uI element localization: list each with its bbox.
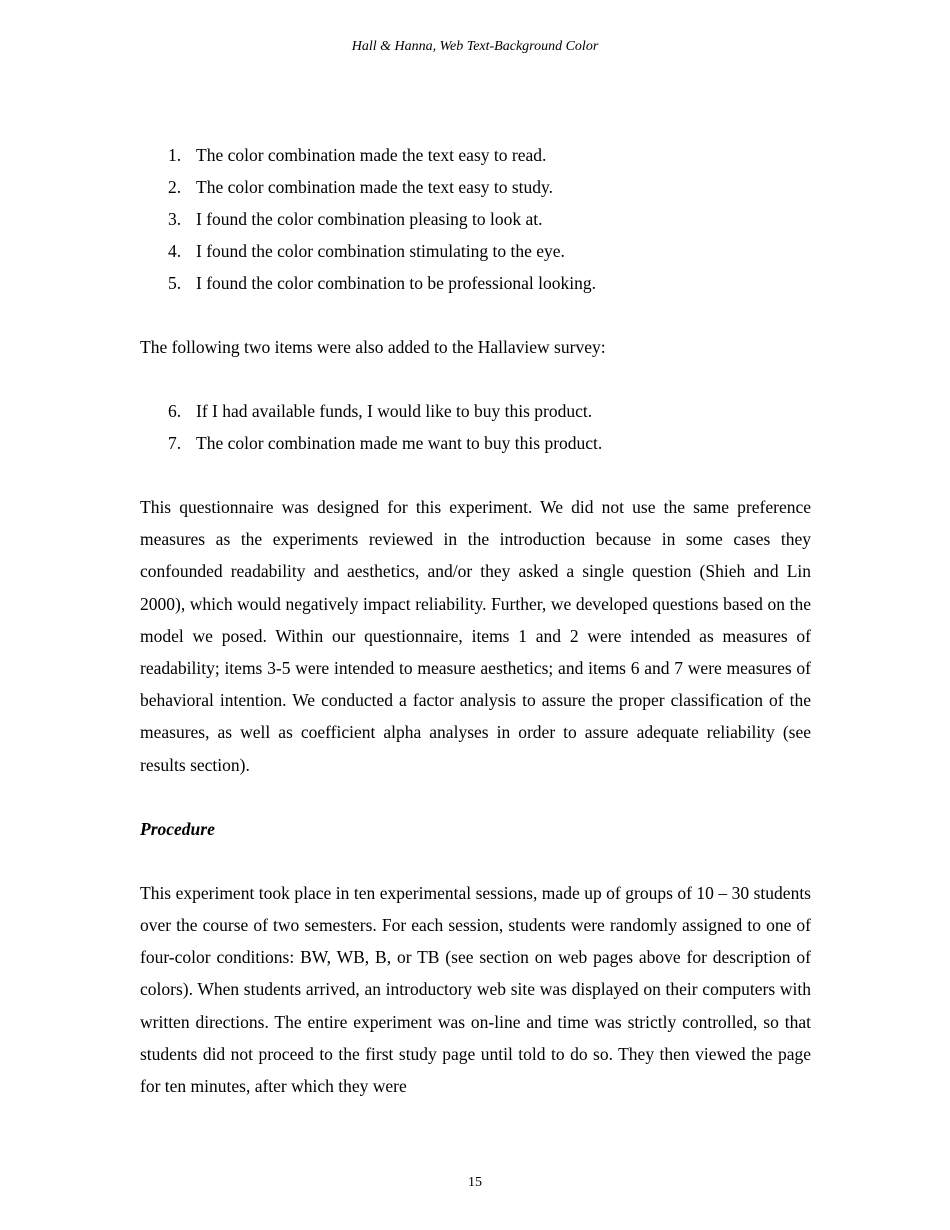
- survey-items-list-b: [140, 395, 811, 459]
- page-body: [140, 139, 811, 1102]
- running-head: Hall & Hanna, Web Text-Background Color: [351, 39, 599, 54]
- list-item-number: 1.: [168, 145, 182, 165]
- survey-items-list-a: [140, 139, 811, 299]
- list-item-text: I found the color combination pleasing to look at.: [196, 209, 543, 229]
- list-item-number: 7.: [168, 433, 182, 453]
- list-item-text: I found the color combination to be professional looking.: [196, 273, 596, 293]
- list-item: [140, 203, 811, 235]
- questionnaire-paragraph: This questionnaire was designed for this experiment. We did not use the same preference measures as the experiments reviewed in the introduction because in some cases they confounded readability and aesthetics, and/or they asked a single question (Shieh and Lin 2000), which would negatively impact reliability. Further, we developed questions based on the model we posed. Within our questionnaire, items 1 and 2 were intended as measures of readability; items 3-5 were intended to measure aesthetics; and items 6 and 7 were measures of behavioral intention. We conducted a factor analysis to assure the proper classification of the measures, as well as coefficient alpha analyses in order to assure adequate reliability (see results section).: [140, 497, 811, 775]
- list-item-text: If I had available funds, I would like to buy this product.: [196, 401, 593, 421]
- list-item-number: 2.: [168, 177, 182, 197]
- section-heading-procedure: Procedure: [140, 818, 215, 839]
- list-item-text: The color combination made me want to buy this product.: [196, 433, 603, 453]
- list-item-number: 5.: [168, 273, 182, 293]
- page-number: 15: [468, 1175, 482, 1190]
- list-item-number: 4.: [168, 241, 182, 261]
- list-item-text: The color combination made the text easy to read.: [196, 145, 547, 165]
- list-item: [140, 171, 811, 203]
- procedure-paragraph: This experiment took place in ten experimental sessions, made up of groups of 10 – 30 students over the course of two semesters. For each session, students were randomly assigned to one of four-color conditions: BW, WB, B, or TB (see section on web pages above for description of colors). When students arrived, an introductory web site was displayed on their computers with written directions. The entire experiment was on-line and time was strictly controlled, so that students did not proceed to the first study page until told to do so. They then viewed the page for ten minutes, after which they were: [140, 882, 811, 1097]
- list-item: [140, 267, 811, 299]
- list-item-text: I found the color combination stimulating to the eye.: [196, 241, 565, 261]
- list-item: [140, 139, 811, 171]
- list-item-text: The color combination made the text easy to study.: [196, 177, 554, 197]
- list-b-intro: The following two items were also added to the Hallaview survey:: [140, 337, 606, 357]
- list-item: [140, 395, 811, 427]
- list-item-number: 6.: [168, 401, 182, 421]
- list-item-number: 3.: [168, 209, 182, 229]
- list-item: [140, 235, 811, 267]
- list-item: [140, 427, 811, 459]
